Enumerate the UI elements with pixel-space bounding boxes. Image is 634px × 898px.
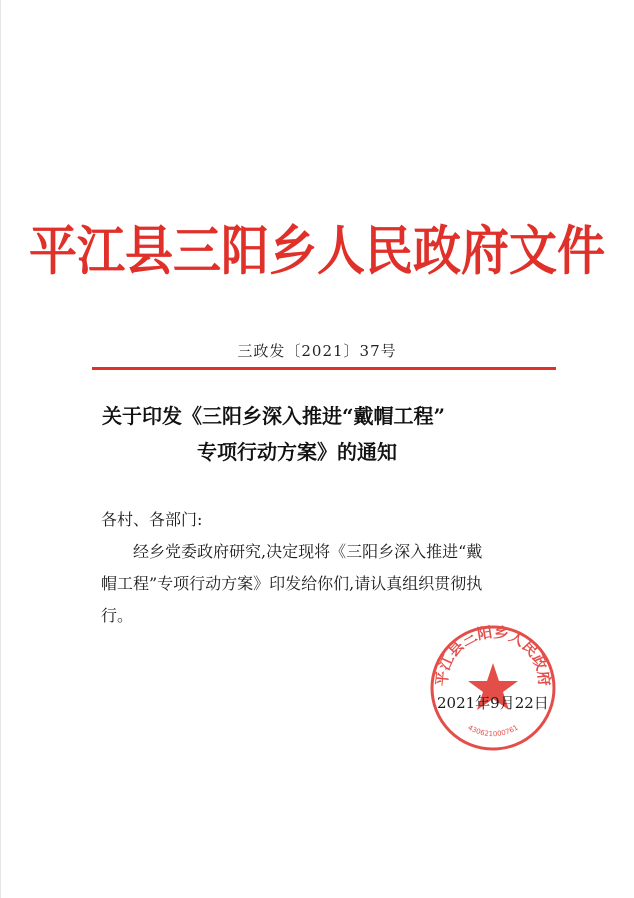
seal-code-text: 430621000761: [466, 723, 520, 739]
red-divider-line: [92, 367, 556, 370]
document-number: 三政发〔2021〕37号: [237, 342, 397, 360]
notice-title-line-1: 关于印发《三阳乡深入推进“戴帽工程”: [102, 404, 446, 428]
official-seal-icon: [428, 623, 558, 753]
body-paragraph-line-1: 经乡党委政府研究,决定现将《三阳乡深入推进“戴: [133, 542, 483, 561]
page-edge: [0, 0, 1, 898]
seal-org-text: 平江县三阳乡人民政府: [432, 623, 554, 687]
document-date: 2021年9月22日: [437, 694, 549, 712]
body-paragraph-line-2: 帽工程”专项行动方案》印发给你们,请认真组织贯彻执: [101, 574, 483, 593]
salutation: 各村、各部门:: [101, 510, 203, 529]
document-header-title: 平江县三阳乡人民政府文件: [28, 220, 605, 283]
body-paragraph-line-3: 行。: [101, 606, 134, 625]
notice-title-line-2: 专项行动方案》的通知: [197, 440, 397, 464]
